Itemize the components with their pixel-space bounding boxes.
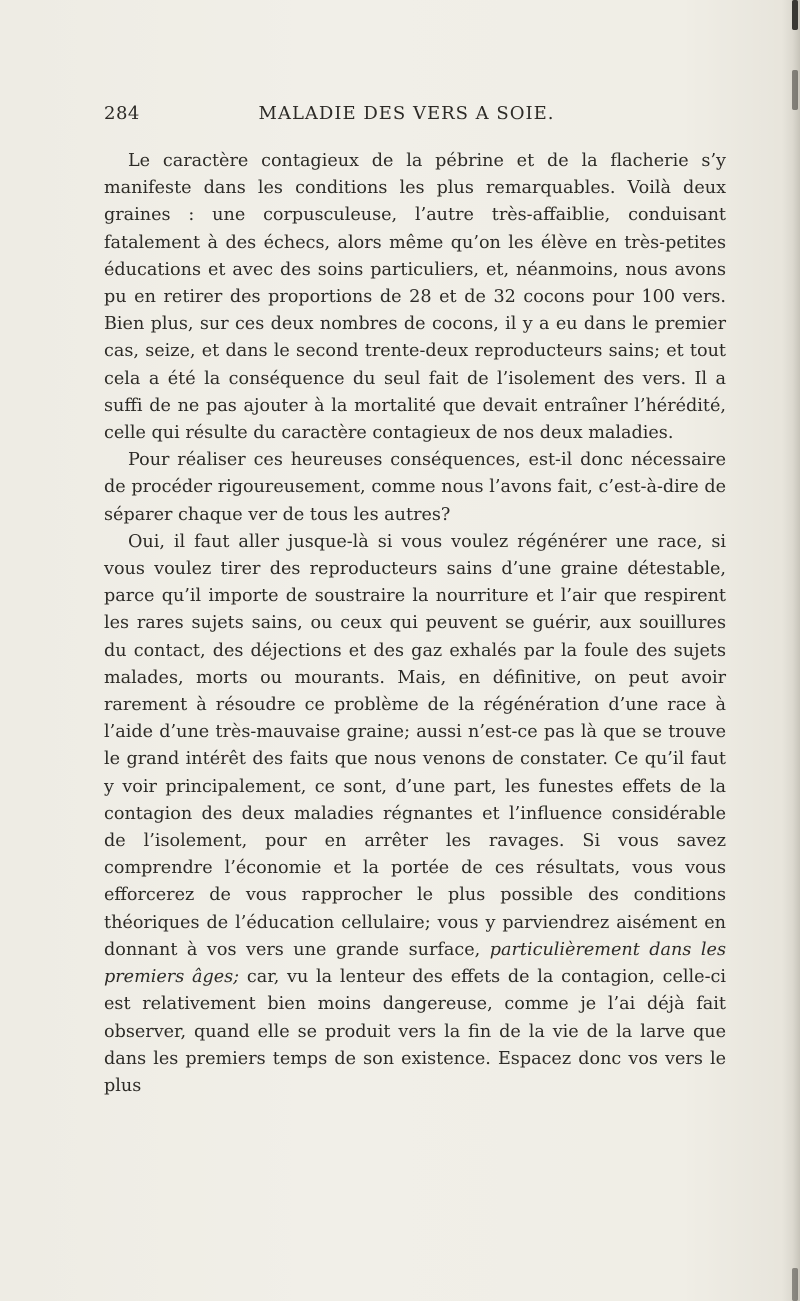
paragraph-3-italic-phrase: particulièrement dans les premiers âges;	[104, 939, 726, 988]
paragraph-1: Le caractère contagieux de la pébrine et de la flacherie s’y manifeste dans les conditions les plus remarquables. Voilà deux graines : une corpusculeuse, l’autre très-affaiblie, conduisant fatalement à des échecs, alors même qu’on les élève en très-petites éducations et avec des soins particuliers, et, néanmoins, nous avons pu en retirer des proportions de 28 et de 32 cocons pour 100 vers. Bien plus, sur ces deux nombres de cocons, il y a eu dans le premier cas, seize, et dans le second trente-deux reproducteurs sains; et tout cela a été la conséquence du seul fait de l’isolement des vers. Il a suffi de ne pas ajouter à la mortalité que devait entraîner l’hérédité, celle qui résulte du caractère contagieux de nos deux maladies.	[104, 151, 726, 444]
page-number: 284	[104, 103, 140, 124]
paragraph-3	[104, 529, 726, 1100]
page-header	[104, 103, 724, 129]
page-edge-shadow	[782, 0, 800, 1301]
paragraph-2: Pour réaliser ces heureuses conséquences, est-il donc nécessaire de procéder rigoureusement, comme nous l’avons fait, c’est-à-dire de séparer chaque ver de tous les autres?	[104, 450, 726, 525]
page-edge-mark	[792, 0, 798, 30]
page-edge-mark	[792, 70, 798, 110]
paragraph-3-text-after-italic: car, vu la lenteur des effets de la contagion, celle-ci est relativement bien moins dangereuse, comme je l’ai déjà fait observer, quand elle se produit vers la fin de la vie de la larve que dans les premiers temps de son existence. Espacez donc vos vers le plus	[104, 967, 726, 1096]
running-title: MALADIE DES VERS A SOIE.	[258, 103, 555, 124]
page-edge-mark	[792, 1268, 798, 1301]
paragraph-3-text-before-italic: Oui, il faut aller jusque-là si vous voulez régénérer une race, si vous voulez tirer des reproducteurs sains d’une graine détestable, parce qu’il importe de soustraire la nourriture et l’air que respirent les rares sujets sains, ou ceux qui peuvent se guérir, aux souillures du contact, des déjections et des gaz exhalés par la foule des sujets malades, morts ou mourants. Mais, en définitive, on peut avoir rarement à résoudre ce problème de la régénération d’une race à l’aide d’une très-mauvaise graine; aussi n’est-ce pas là que se trouve le grand intérêt des faits que nous venons de constater. Ce qu’il faut y voir principalement, ce sont, d’une part, les funestes effets de la contagion des deux maladies régnantes et l’influence considérable de l’isolement, pour en arrêter les ravages. Si vous savez comprendre l’économie et la portée de ces résultats, vous vous efforcerez de vous rapprocher le plus possible des conditions théoriques de l’éducation cellulaire; vous y parviendrez aisément en donnant à vos vers une grande surface,	[104, 531, 726, 960]
body-text	[104, 148, 726, 1100]
